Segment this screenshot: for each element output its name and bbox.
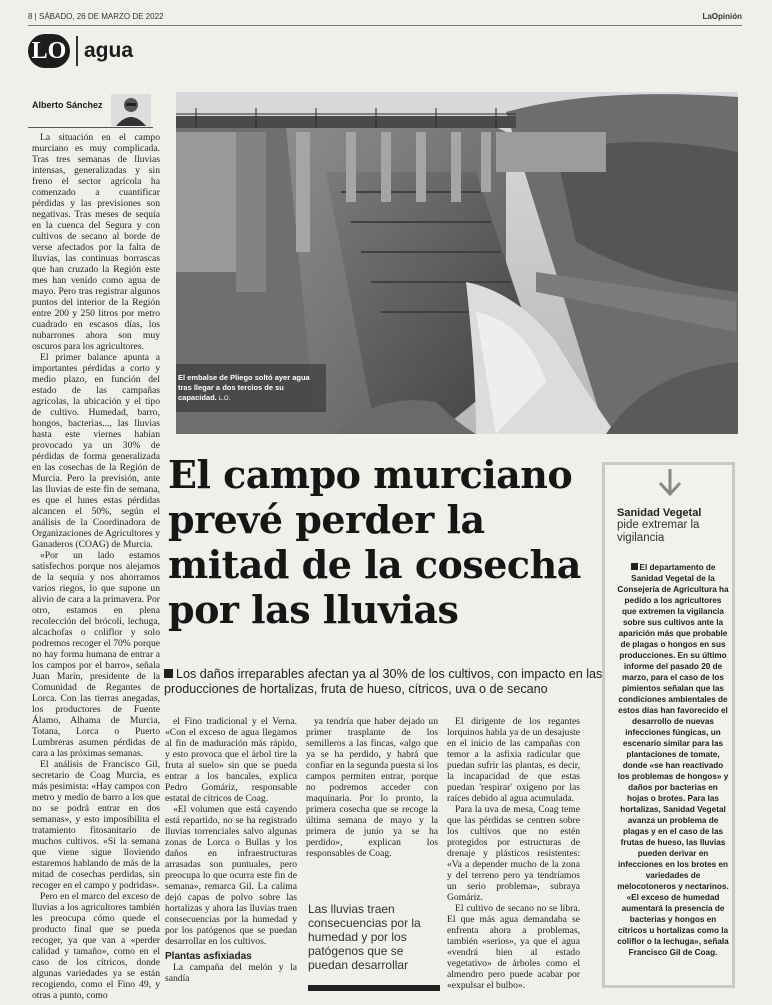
paragraph: La campaña del melón y la sandía <box>165 962 297 984</box>
square-bullet-icon <box>164 669 173 678</box>
folio-brand: LaOpinión <box>702 12 742 21</box>
section-header <box>28 34 133 68</box>
down-arrow-icon <box>655 467 685 499</box>
caption-text: El embalse de Pliego soltó ayer agua tras llegar a dos tercios de su capacidad. <box>178 373 310 402</box>
sidebar-box <box>602 462 735 988</box>
section-divider <box>76 36 78 66</box>
author-name: Alberto Sánchez <box>32 100 103 110</box>
author-photo <box>111 94 151 126</box>
sidebar-body: El departamento de Sanidad Vegetal de la Consejería de Agricultura ha pedido a los agricultores que extremen la vigilancia sobre sus cultivos ante la aparición más que probable de plagas o hongos en sus producciones. En su último informe del pasado 20 de marzo, para el caso de los pimientos señalan que las condiciones ambientales de estos días han favorecido el desarrollo de nuevas infecciones fúngicas, un escenario similar para las plantaciones de tomate, donde «se han reactivado los problemas de hongos» y daños por bacterias en hojas o brotes. Para las hortalizas, Sanidad Vegetal avanza un problema de plagas y en el caso de las frutas de hueso, las lluvias pueden derivar en infecciones en los brotes en variedades de melocotoneros y nectarinos. «El exceso de humedad aumentará la presencia de bacterias y hongos en cítricos u hortalizas como la coliflor o la lechuga», señala Francisco Gil de Coag. <box>617 563 729 957</box>
sidebar-heading: Sanidad Vegetal <box>617 507 702 519</box>
paragraph: el Fino tradicional y el Verna. «Con el exceso de agua llegamos al fin de maduración más rápido, y esto provoca que el árbol tire la fruta al suelo» sin que se pueda entrar a los bancales, explica Pedro Gomáriz, responsable estatal de cítricos de Coag. <box>165 716 297 804</box>
paragraph: La situación en el campo murciano es muy complicada. Tras tres semanas de lluvias intensas, generalizadas y sin freno el sector agrícola ha comenzado a cuantificar pérdidas y las previsiones son negativas. Tras meses de sequía en la cuenca del Segura y con cultivos de secano al borde de verse afectados por la falta de lluvias, las continuas borrascas que han cruzado la Región este mes han venido como agua de mayo. Pero tras registrar algunos puntos del interior de la Región entre 200 y 250 litros por metro cuadrado en escasos días, los nubarrones ahora son muy oscuros para los agricultores. <box>32 132 160 352</box>
subheadline: Los daños irreparables afectan ya al 30% de los cultivos, con impacto en las producciones de hortalizas, fruta de hueso, cítricos, uva o de secano <box>164 667 603 696</box>
page-folio <box>28 12 742 26</box>
intertitle: Plantas asfixiadas <box>165 951 252 962</box>
sidebar-subheading: pide extremar la vigilancia <box>617 519 700 544</box>
photo-credit: L.O. <box>218 396 231 402</box>
paragraph: El cultivo de secano no se libra. El que más agua demandaba se enfrenta ahora a problemas, también «serios», ya que el agua «vendrá bien al estado vegetativo» de árboles como el almendro pero puede acabar por «expulsar el bulbo». <box>447 903 580 991</box>
folio-date: 8 | SÁBADO, 26 DE MARZO DE 2022 <box>28 12 164 21</box>
paragraph: ya tendría que haber dejado un primer trasplante de los semilleros a las fincas, «algo que ya se ha perdido, y habrá que confiar en la segunda puesta si los campos permiten entrar, porque no podremos acceder con maquinaria. Por lo pronto, la primera cosecha que se recoge la última semana de mayo y la primera de junio ya se ha perdido», explican los responsables de Coag. <box>306 716 438 859</box>
photo-caption <box>178 373 318 404</box>
article-column-3 <box>306 716 438 859</box>
square-bullet-icon <box>631 563 638 570</box>
paragraph: El dirigente de los regantes lorquinos habla ya de un desajuste en el inicio de las campañas con temor a la asfixia radicular que puedan sufrir las plantas, es decir, la incapacidad de que estas puedan 'respirar' oxígeno por las raíces debido al agua acumulada. <box>447 716 580 804</box>
paragraph: «El volumen que está cayendo está repartido, no se ha registrado lluvias torrenciales salvo algunas zonas de Lorca o Bullas y los daños en infraestructuras arrasadas son puntuales, pero preocupa lo que ocurra este fin de semana», remarca Gil. La calima dejó capas de polvo sobre las hortalizas y ahora las lluvias traen consecuencias por la humedad y por los patógenos que se puedan desarrollar en los cultivos. <box>165 804 297 947</box>
paragraph: «Por un lado estamos satisfechos porque nos alejamos de la sequía y nos ahorramos varios riegos, lo que supone un alivio de cara a la primavera. Por otro, estamos en plena recolección del brócoli, lechuga, alcachofas o coliflor y solo podremos recoger el 70% porque no hay forma humana de entrar a los campos por el barro», señala Juan Marín, presidente de la Comunidad de Regantes de Lorca. Con las tierras anegadas, los productores de Fuente Álamo, Alhama de Murcia, Totana, Lorca o Puerto Lumbreras asumen pérdidas de cara a las próximas semanas. <box>32 550 160 759</box>
paragraph: Para la uva de mesa, Coag teme que las pérdidas se centren sobre los cultivos que no estén protegidos por estructuras de drenaje y plásticos resistentes: «Va a depender mucho de la zona y del terreno pero ya tendríamos un serio problema», subraya Gomáriz. <box>447 804 580 903</box>
paragraph: El análisis de Francisco Gil, secretario de Coag Murcia, es más pesimista: «Hay campos con metro y medio de barro a los que no se podrá entrar en dos semanas», y esto imposibilita el tratamiento fitosanitario de muchos cultivos. «Si la semana que viene sigue lloviendo estaremos hablando de más de la mitad de cosechas perdidas, sin recoger en el campo y podridas». <box>32 759 160 891</box>
article-column-4 <box>447 716 580 991</box>
paragraph: Pero en el marco del exceso de lluvias a los agricultores también les preocupa cómo quede el producto final que se pueda recoger, ya que van a «perder calidad y tamaño», como en el caso de los cítricos, donde algunas variedades ya se están recogiendo, como el Fino 49, y otras a punto, como <box>32 891 160 1001</box>
pull-quote: Las lluvias traen consecuencias por la humedad y por los patógenos que se puedan desarrollar <box>308 902 421 972</box>
article-column-2 <box>165 716 297 984</box>
pull-quote-bar <box>308 985 440 991</box>
section-name: agua <box>84 39 134 62</box>
newspaper-logo: LO <box>28 34 70 68</box>
paragraph: El primer balance apunta a importantes pérdidas a corto y medio plazo, en función del estado de las campañas agrícolas, la ubicación y el tipo de cultivo. Humedad, barro, hongos, bacterias..., las lluvias hasta este viernes habían provocado ya un 30% de pérdidas de forma generalizada en las cosechas de la Región de Murcia. Pero la previsión, ante las lluvias de este fin de semana, es que el lunes estas pérdidas alcancen el 50%, según el análisis de la Coordinadora de Organizaciones de Agricultores y Ganaderos (COAG) de Murcia. <box>32 352 160 550</box>
sidebar-title <box>617 507 729 545</box>
byline <box>28 94 153 128</box>
article-column-1 <box>32 132 160 1001</box>
headline: El campo murciano prevé perder la mitad de la cosecha por las lluvias <box>168 452 581 632</box>
